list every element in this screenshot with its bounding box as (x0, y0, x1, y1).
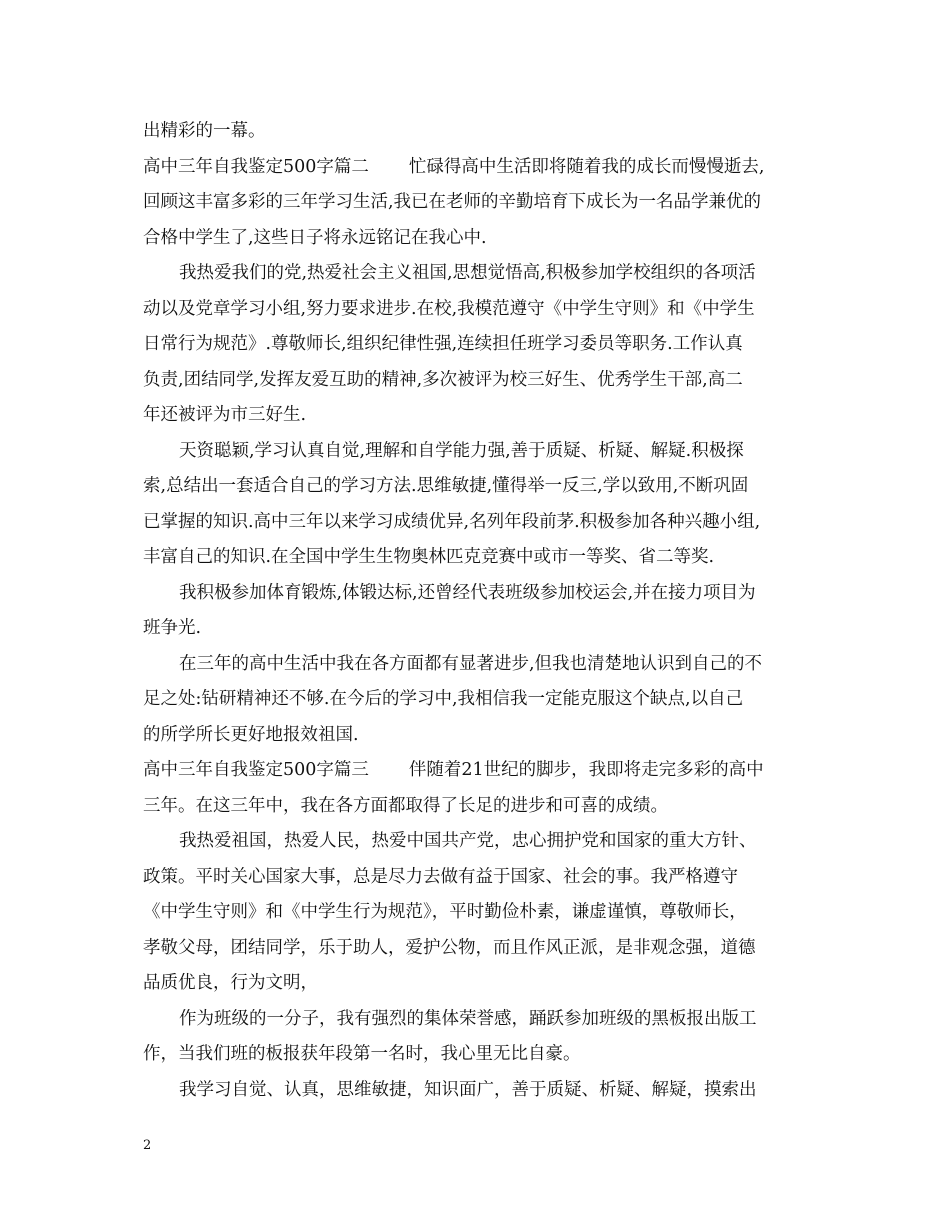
line-text: 作为班级的一分子，我有强烈的集体荣誉感，踊跃参加班级的黑板报出版工 (179, 1008, 757, 1029)
line-text: 我学习自觉、认真，思维敏捷，知识面广，善于质疑、析疑、解疑，摸索出 (179, 1079, 757, 1100)
line-text: 丰富自己的知识.在全国中学生生物奥林匹克竞赛中或市一等奖、省二等奖. (143, 547, 715, 567)
text-line (143, 327, 811, 363)
text-line (143, 789, 811, 825)
text-line (143, 363, 811, 399)
text-line (143, 824, 811, 860)
line-text: 出精彩的一幕。 (143, 121, 266, 141)
text-line (143, 576, 811, 612)
line-text: 年还被评为市三好生. (143, 405, 307, 425)
text-line (143, 434, 811, 470)
line-text: 动以及党章学习小组,努力要求进步.在校,我模范遵守《中学生守则》和《中学生 (143, 298, 755, 319)
line-text: 回顾这丰富多彩的三年学习生活,我已在老师的辛勤培育下成长为一名品学兼优的 (143, 192, 762, 212)
text-line (143, 718, 811, 754)
line-text: 我积极参加体育锻炼,体锻达标,还曾经代表班级参加校运会,并在接力项目为 (179, 582, 756, 603)
line-text: 《中学生守则》和《中学生行为规范》，平时勤俭朴素，谦虚谨慎，尊敬师长， (143, 902, 747, 922)
line-text: 孝敬父母，团结同学，乐于助人，爱护公物，而且作风正派，是非观念强，道德 (143, 937, 756, 958)
line-text: 合格中学生了,这些日子将永远铭记在我心中. (143, 227, 487, 248)
text-line (143, 292, 811, 328)
text-line (143, 398, 811, 434)
section-heading: 高中三年自我鉴定500字篇三 (143, 760, 369, 780)
line-text: 我热爱我们的党,热爱社会主义祖国,思想觉悟高,积极参加学校组织的各项活 (179, 263, 756, 283)
text-line (143, 256, 811, 292)
line-text: 伴随着21世纪的脚步，我即将走完多彩的高中 (408, 760, 764, 780)
line-text: 足之处:钻研精神还不够.在今后的学习中,我相信我一定能克服这个缺点,以自己 (143, 689, 744, 709)
line-text: 在三年的高中生活中我在各方面都有显著进步,但我也清楚地认识到自己的不 (179, 653, 763, 674)
text-line (143, 966, 811, 1002)
text-line (143, 540, 811, 576)
text-line (143, 895, 811, 931)
text-line (143, 114, 811, 150)
line-text: 忙碌得高中生活即将随着我的成长而慢慢逝去, (408, 156, 765, 177)
text-line (143, 1037, 811, 1073)
document-body (143, 114, 811, 1108)
line-text: 班争光. (143, 618, 202, 638)
text-line (143, 682, 811, 718)
text-line (143, 505, 811, 541)
line-text: 天资聪颖,学习认真自觉,理解和自学能力强,善于质疑、析疑、解疑.积极探 (179, 440, 744, 461)
text-line (143, 611, 811, 647)
text-line (143, 753, 811, 789)
line-text: 政策。平时关心国家大事，总是尽力去做有益于国家、社会的事。我严格遵守 (143, 866, 738, 887)
line-text: 作，当我们班的板报获年段第一名时，我心里无比自豪。 (143, 1044, 581, 1064)
page-number: 2 (143, 1138, 152, 1153)
text-line (143, 1002, 811, 1038)
text-line (143, 469, 811, 505)
line-text: 已掌握的知识.高中三年以来学习成绩优异,名列年段前茅.积极参加各种兴趣小组, (143, 511, 761, 532)
line-text: 的所学所长更好地报效祖国. (143, 724, 359, 745)
line-text: 日常行为规范》.尊敬师长,组织纪律性强,连续担任班学习委员等职务.工作认真 (143, 334, 743, 354)
line-text: 我热爱祖国，热爱人民，热爱中国共产党，忠心拥护党和国家的重大方针、 (179, 831, 757, 851)
line-text: 负责,团结同学,发挥友爱互助的精神,多次被评为校三好生、优秀学生干部,高二 (143, 369, 743, 390)
text-line (143, 185, 811, 221)
line-text: 三年。在这三年中，我在各方面都取得了长足的进步和可喜的成绩。 (143, 795, 668, 816)
text-line (143, 150, 811, 186)
section-heading: 高中三年自我鉴定500字篇二 (143, 156, 369, 177)
text-line (143, 931, 811, 967)
text-line (143, 1073, 811, 1109)
text-line (143, 647, 811, 683)
line-text: 品质优良，行为文明， (143, 973, 318, 993)
line-text: 索,总结出一套适合自己的学习方法.思维敏捷,懂得举一反三,学以致用,不断巩固 (143, 476, 749, 496)
text-line (143, 860, 811, 896)
text-line (143, 221, 811, 257)
